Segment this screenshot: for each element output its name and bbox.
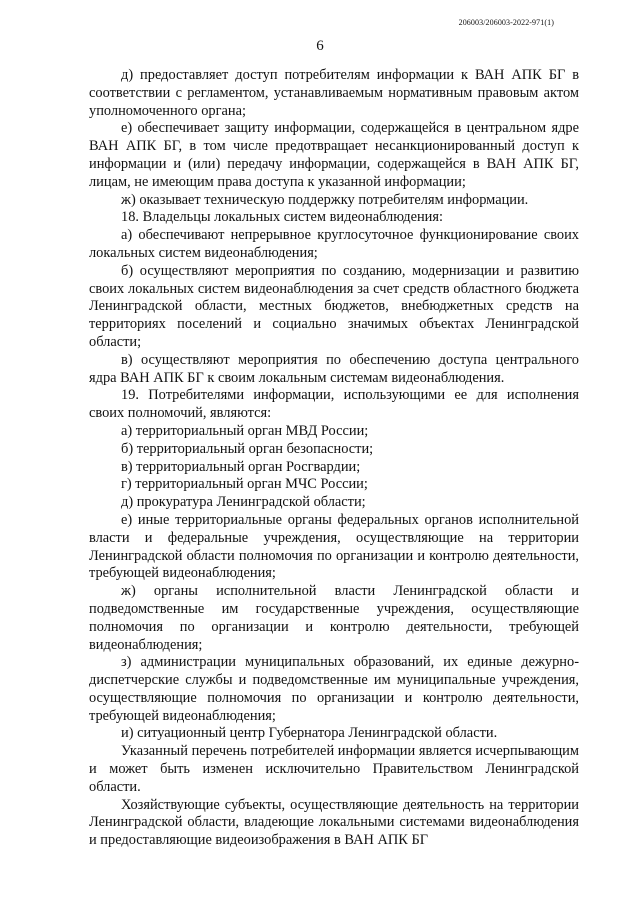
page-number: 6 [316, 38, 324, 54]
paragraph-list-note: Указанный перечень потребителей информации является исчерпывающим и может быть изменен исключительно Правительством Ленинградской области. [89, 743, 579, 795]
paragraph-d: д) предоставляет доступ потребителям информации к ВАН АПК БГ в соответствии с регламентом, устанавливаемым нормативным правовым актом уполномоченного органа; [89, 67, 579, 119]
paragraph-18-v: в) осуществляют мероприятия по обеспечению доступа центрального ядра ВАН АПК БГ к своим локальным системам видеонаблюдения. [89, 351, 579, 386]
paragraph-business-entities: Хозяйствующие субъекты, осуществляющие деятельность на территории Ленинградской области, владеющие локальными системами видеонаблюдения и предоставляющие видеоизображения в ВАН АПК БГ [89, 796, 579, 849]
paragraph-18-a: а) обеспечивают непрерывное круглосуточное функционирование своих локальных систем видеонаблюдения; [89, 227, 579, 261]
paragraph-18-b: б) осуществляют мероприятия по созданию, модернизации и развитию своих локальных систем видеонаблюдения за счет средств областного бюджета Ленинградской области, местных бюджетов, внебюджетных средств на территориях поселений и социально значимых объектах Ленинградской области; [89, 262, 579, 350]
list-item-19-g: г) территориальный орган МЧС России; [121, 476, 368, 493]
paragraph-e: е) обеспечивает защиту информации, содержащейся в центральном ядре ВАН АПК БГ, в том числе предотвращает несанкционированный доступ к информации и (или) передачу информации, содержащейся в ВАН АПК БГ, лицам, не имеющим права доступа к указанной информации; [89, 120, 579, 190]
list-item-19-a: а) территориальный орган МВД России; [121, 422, 369, 439]
document-body [89, 67, 579, 850]
list-item-19-v: в) территориальный орган Росгвардии; [121, 458, 361, 475]
paragraph-zh: ж) оказывает техническую поддержку потребителям информации. [121, 191, 529, 208]
section-19-heading: 19. Потребителями информации, использующими ее для исполнения своих полномочий, являются: [89, 387, 579, 422]
list-item-19-d: д) прокуратура Ленинградской области; [121, 494, 366, 511]
list-item-19-zh: ж) органы исполнительной власти Ленинградской области и подведомственные им государственные учреждения, осуществляющие полномочия по организации и контролю деятельности, требующей видеонаблюдения; [89, 583, 579, 653]
section-18-heading: 18. Владельцы локальных систем видеонаблюдения: [121, 209, 443, 226]
list-item-19-i: и) ситуационный центр Губернатора Ленинградской области. [121, 725, 498, 742]
list-item-19-e: е) иные территориальные органы федеральных органов исполнительной власти и федеральные учреждения, осуществляющие на территории Ленинградской области полномочия по организации и контролю деятельности, требующей видеонаблюдения; [89, 511, 579, 582]
list-item-19-z: з) администрации муниципальных образований, их единые дежурно-диспетчерские службы и подведомственные им муниципальные учреждения, осуществляющие полномочия по организации и контролю деятельности, требующей видеонаблюдения; [89, 654, 579, 724]
list-item-19-b: б) территориальный орган безопасности; [121, 440, 374, 457]
document-id: 206003/206003-2022-971(1) [458, 18, 554, 27]
